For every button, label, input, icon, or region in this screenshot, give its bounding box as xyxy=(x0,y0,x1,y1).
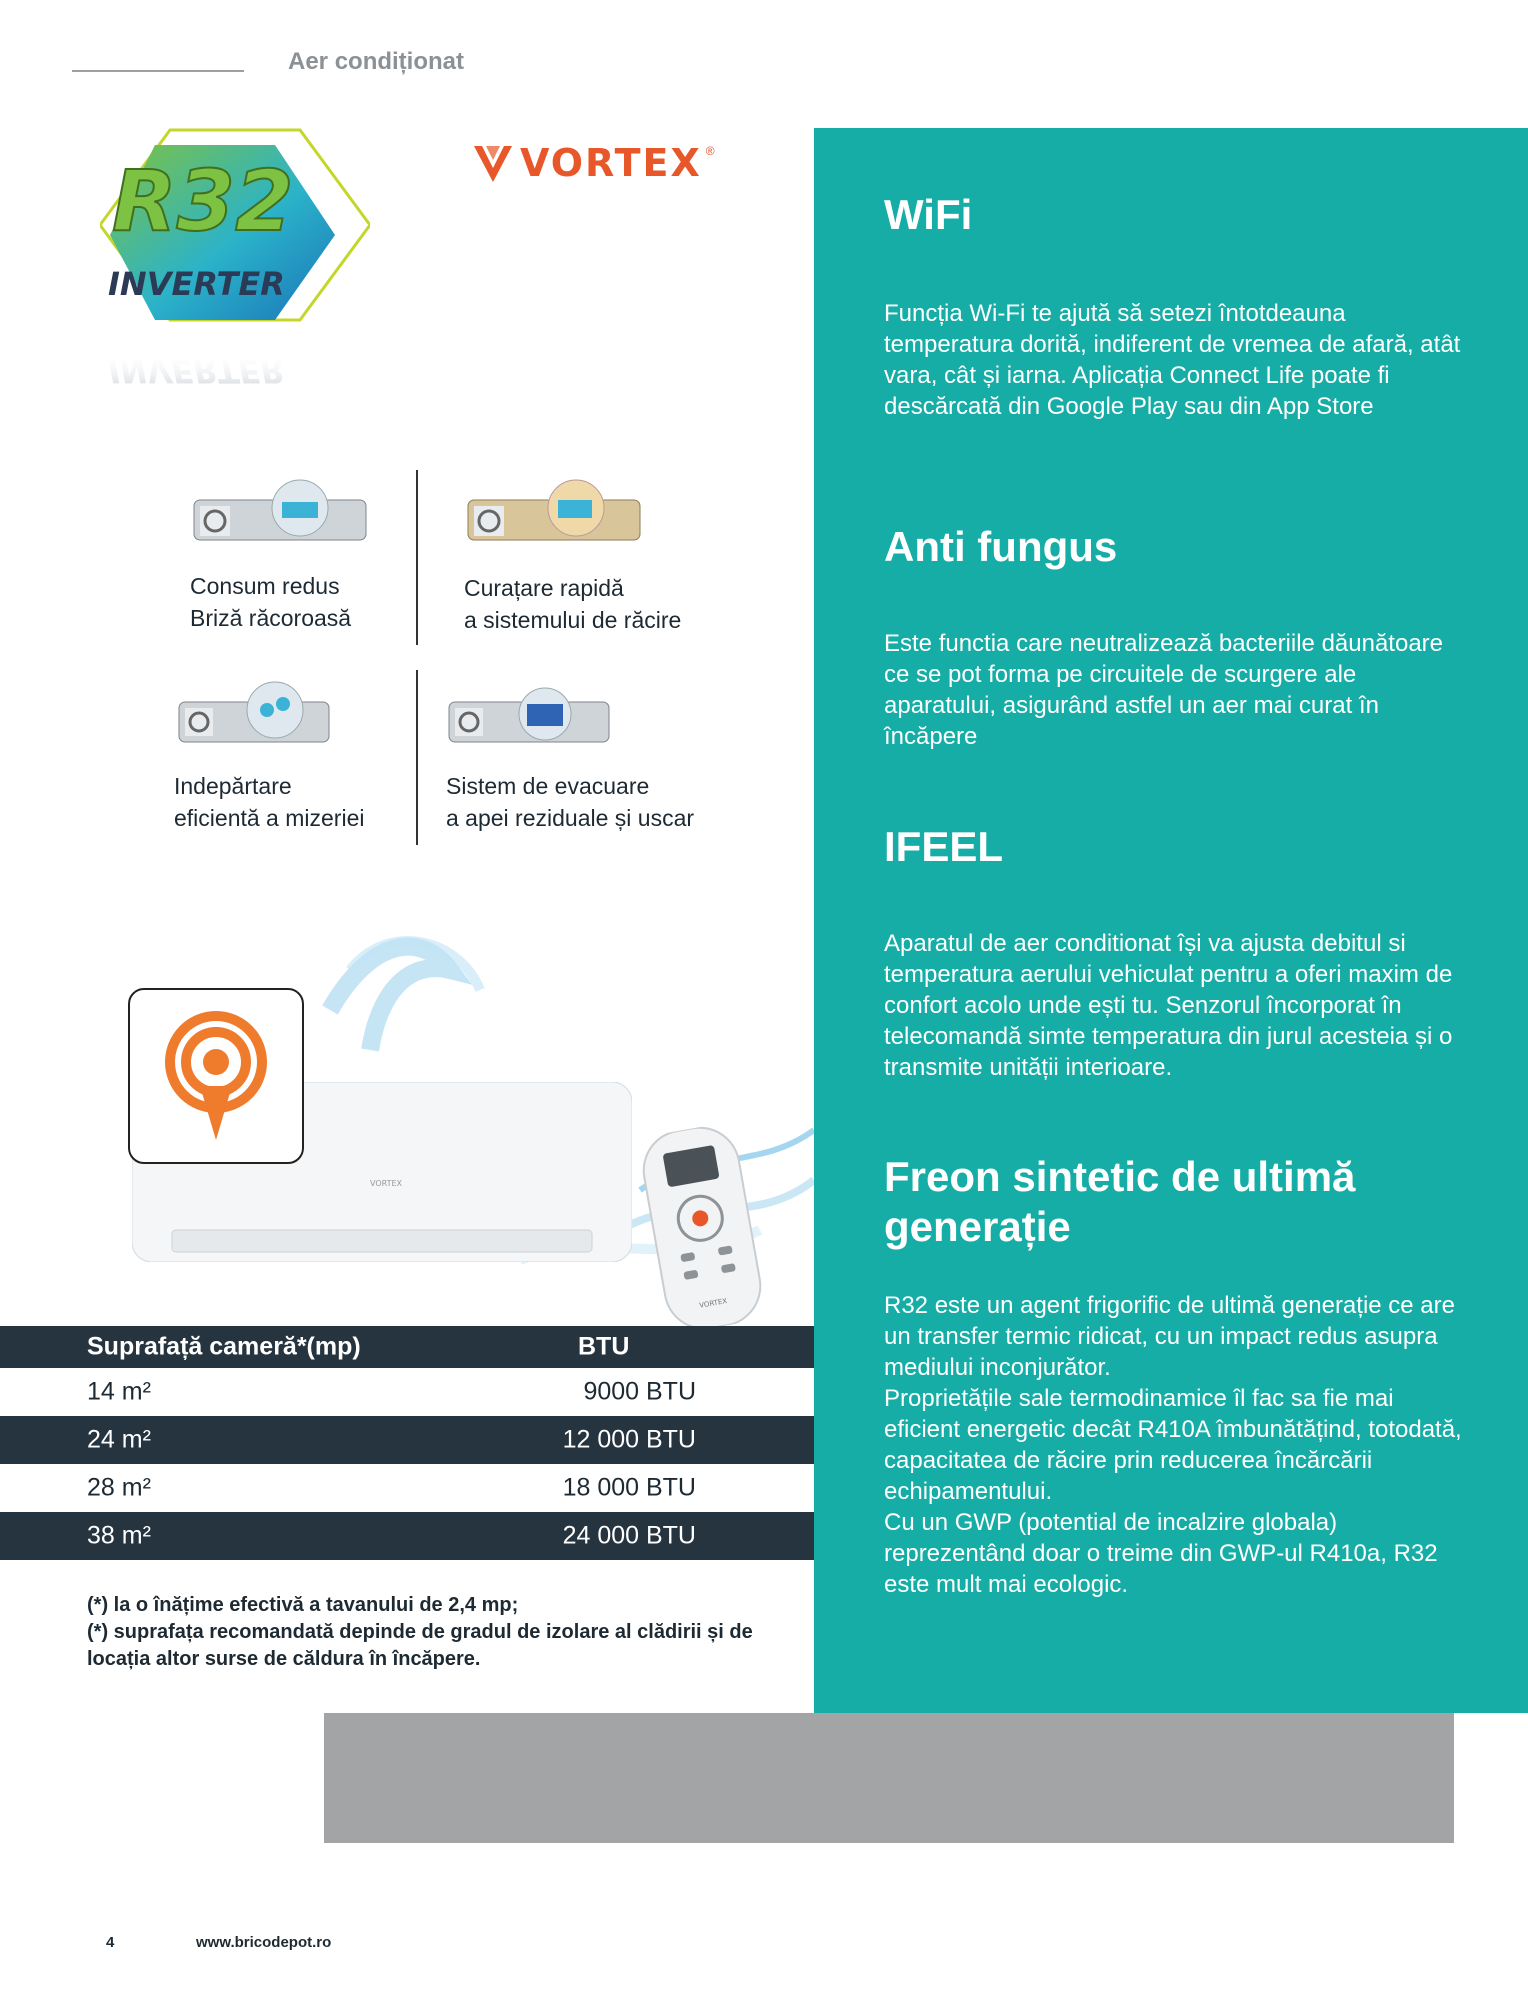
feature-line: Sistem de evacuare xyxy=(446,773,650,799)
table-cell: 14 m² xyxy=(87,1377,151,1406)
vortex-v-icon xyxy=(470,140,516,186)
section-text-freon xyxy=(884,1290,1474,1600)
unit-brand-label: VORTEX xyxy=(370,1179,403,1188)
room-size-btu-table xyxy=(0,1326,814,1560)
footer-website-link[interactable]: www.bricodepot.ro xyxy=(196,1934,332,1951)
feature-divider xyxy=(416,670,418,845)
footnote: (*) la o înățime efectivă a tavanului de 2,4 mp; xyxy=(87,1594,519,1616)
table-cell: 24 m² xyxy=(87,1425,151,1454)
table-footnotes xyxy=(87,1592,777,1673)
section-text-anti-fungus: Este functia care neutralizează bacteriile dăunătoare ce se pot forma pe circuitele de scurgere ale aparatului, asigurând astfel un aer mai curat în încăpere xyxy=(884,630,1444,750)
feature-divider xyxy=(416,470,418,645)
feature-line: a apei reziduale și uscar xyxy=(446,805,695,831)
remote-brand-label: VORTEX xyxy=(698,1296,728,1310)
feature-dirt-removal xyxy=(174,770,364,834)
feature-low-consumption xyxy=(190,570,351,634)
feature-line: Briză răcoroasă xyxy=(190,605,352,631)
feature-line: a sistemului de răcire xyxy=(464,607,682,633)
badge-sub-text: INVERTER xyxy=(108,265,285,303)
freon-paragraph: Cu un GWP (potential de incalzire globala) reprezentând doar o treime din GWP-ul R410a, R32 este mult mai ecologic. xyxy=(884,1509,1438,1598)
section-title-ifeel: IFEEL xyxy=(884,823,1004,870)
table-cell: 24 000 BTU xyxy=(562,1521,696,1550)
table-header-cell: BTU xyxy=(578,1332,630,1361)
water-drain-ac-icon xyxy=(445,678,615,758)
section-title-anti-fungus: Anti fungus xyxy=(884,523,1118,570)
wifi-location-icon xyxy=(130,990,302,1162)
section-title-wifi: WiFi xyxy=(884,191,973,238)
section-title-freon xyxy=(884,1152,1355,1252)
table-row xyxy=(0,1368,814,1416)
section-title-line: Freon sintetic de ultimă xyxy=(884,1153,1356,1200)
table-cell: 28 m² xyxy=(87,1473,151,1502)
fast-cleaning-ac-icon xyxy=(464,478,644,558)
feature-water-drain xyxy=(446,770,694,834)
vortex-logo xyxy=(470,140,715,186)
badge-main-text: R32 xyxy=(112,152,294,250)
low-consumption-ac-icon xyxy=(190,478,370,558)
dirt-removal-ac-icon xyxy=(175,678,335,758)
badge-reflection: INVERTER xyxy=(108,352,285,390)
table-row xyxy=(0,1512,814,1560)
feature-line: Indepărtare xyxy=(174,773,292,799)
brand-registered-mark: ® xyxy=(705,144,715,158)
r32-inverter-badge xyxy=(100,125,370,395)
table-header-row xyxy=(0,1326,814,1368)
feature-line: Consum redus xyxy=(190,573,340,599)
wifi-feature-badge xyxy=(128,988,304,1164)
feature-line: Curațare rapidă xyxy=(464,575,624,601)
section-title-line: generație xyxy=(884,1203,1071,1250)
table-cell: 9000 BTU xyxy=(583,1377,696,1406)
table-row xyxy=(0,1416,814,1464)
feature-fast-cleaning xyxy=(464,572,681,636)
table-cell: 18 000 BTU xyxy=(562,1473,696,1502)
gray-banner-block xyxy=(324,1713,1454,1843)
table-cell: 12 000 BTU xyxy=(562,1425,696,1454)
section-text-ifeel: Aparatul de aer conditionat își va ajusta debitul si temperatura aerului vehiculat pentru a oferi maxim de confort acolo unde ești tu. Senzorul încorporat în telecomandă simte temperatura din jurul acesteia și o transmite unității interioare. xyxy=(884,930,1453,1081)
page-number: 4 xyxy=(106,1934,115,1951)
section-text-wifi: Funcția Wi-Fi te ajută să setezi întotdeauna temperatura dorită, indiferent de vremea de afară, atât vara, cât și iarna. Aplicația Connect Life poate fi descărcată din Google Play sau din App Store xyxy=(884,300,1461,420)
feature-description-panel xyxy=(814,128,1528,1713)
table-header-cell: Suprafață cameră*(mp) xyxy=(87,1332,361,1361)
table-cell: 38 m² xyxy=(87,1521,151,1550)
footnote: (*) suprafața recomandată depinde de gradul de izolare al clădirii și de locația altor surse de căldura în încăpere. xyxy=(87,1621,753,1670)
feature-line: eficientă a mizeriei xyxy=(174,805,365,831)
page-section-title: Aer condiționat xyxy=(288,48,465,75)
brand-name: VORTEX xyxy=(520,141,702,185)
freon-paragraph: Proprietățile sale termodinamice îl fac sa fie mai eficient energetic decât R410A îmbunătățind, totodată, capacitatea de răcire prin reducerea încărcării echipamentului. xyxy=(884,1385,1462,1505)
table-row xyxy=(0,1464,814,1512)
freon-paragraph: R32 este un agent frigorific de ultimă generație ce are un transfer termic ridicat, cu un impact redus asupra mediului inconjurător. xyxy=(884,1292,1455,1381)
header-rule xyxy=(72,70,244,72)
